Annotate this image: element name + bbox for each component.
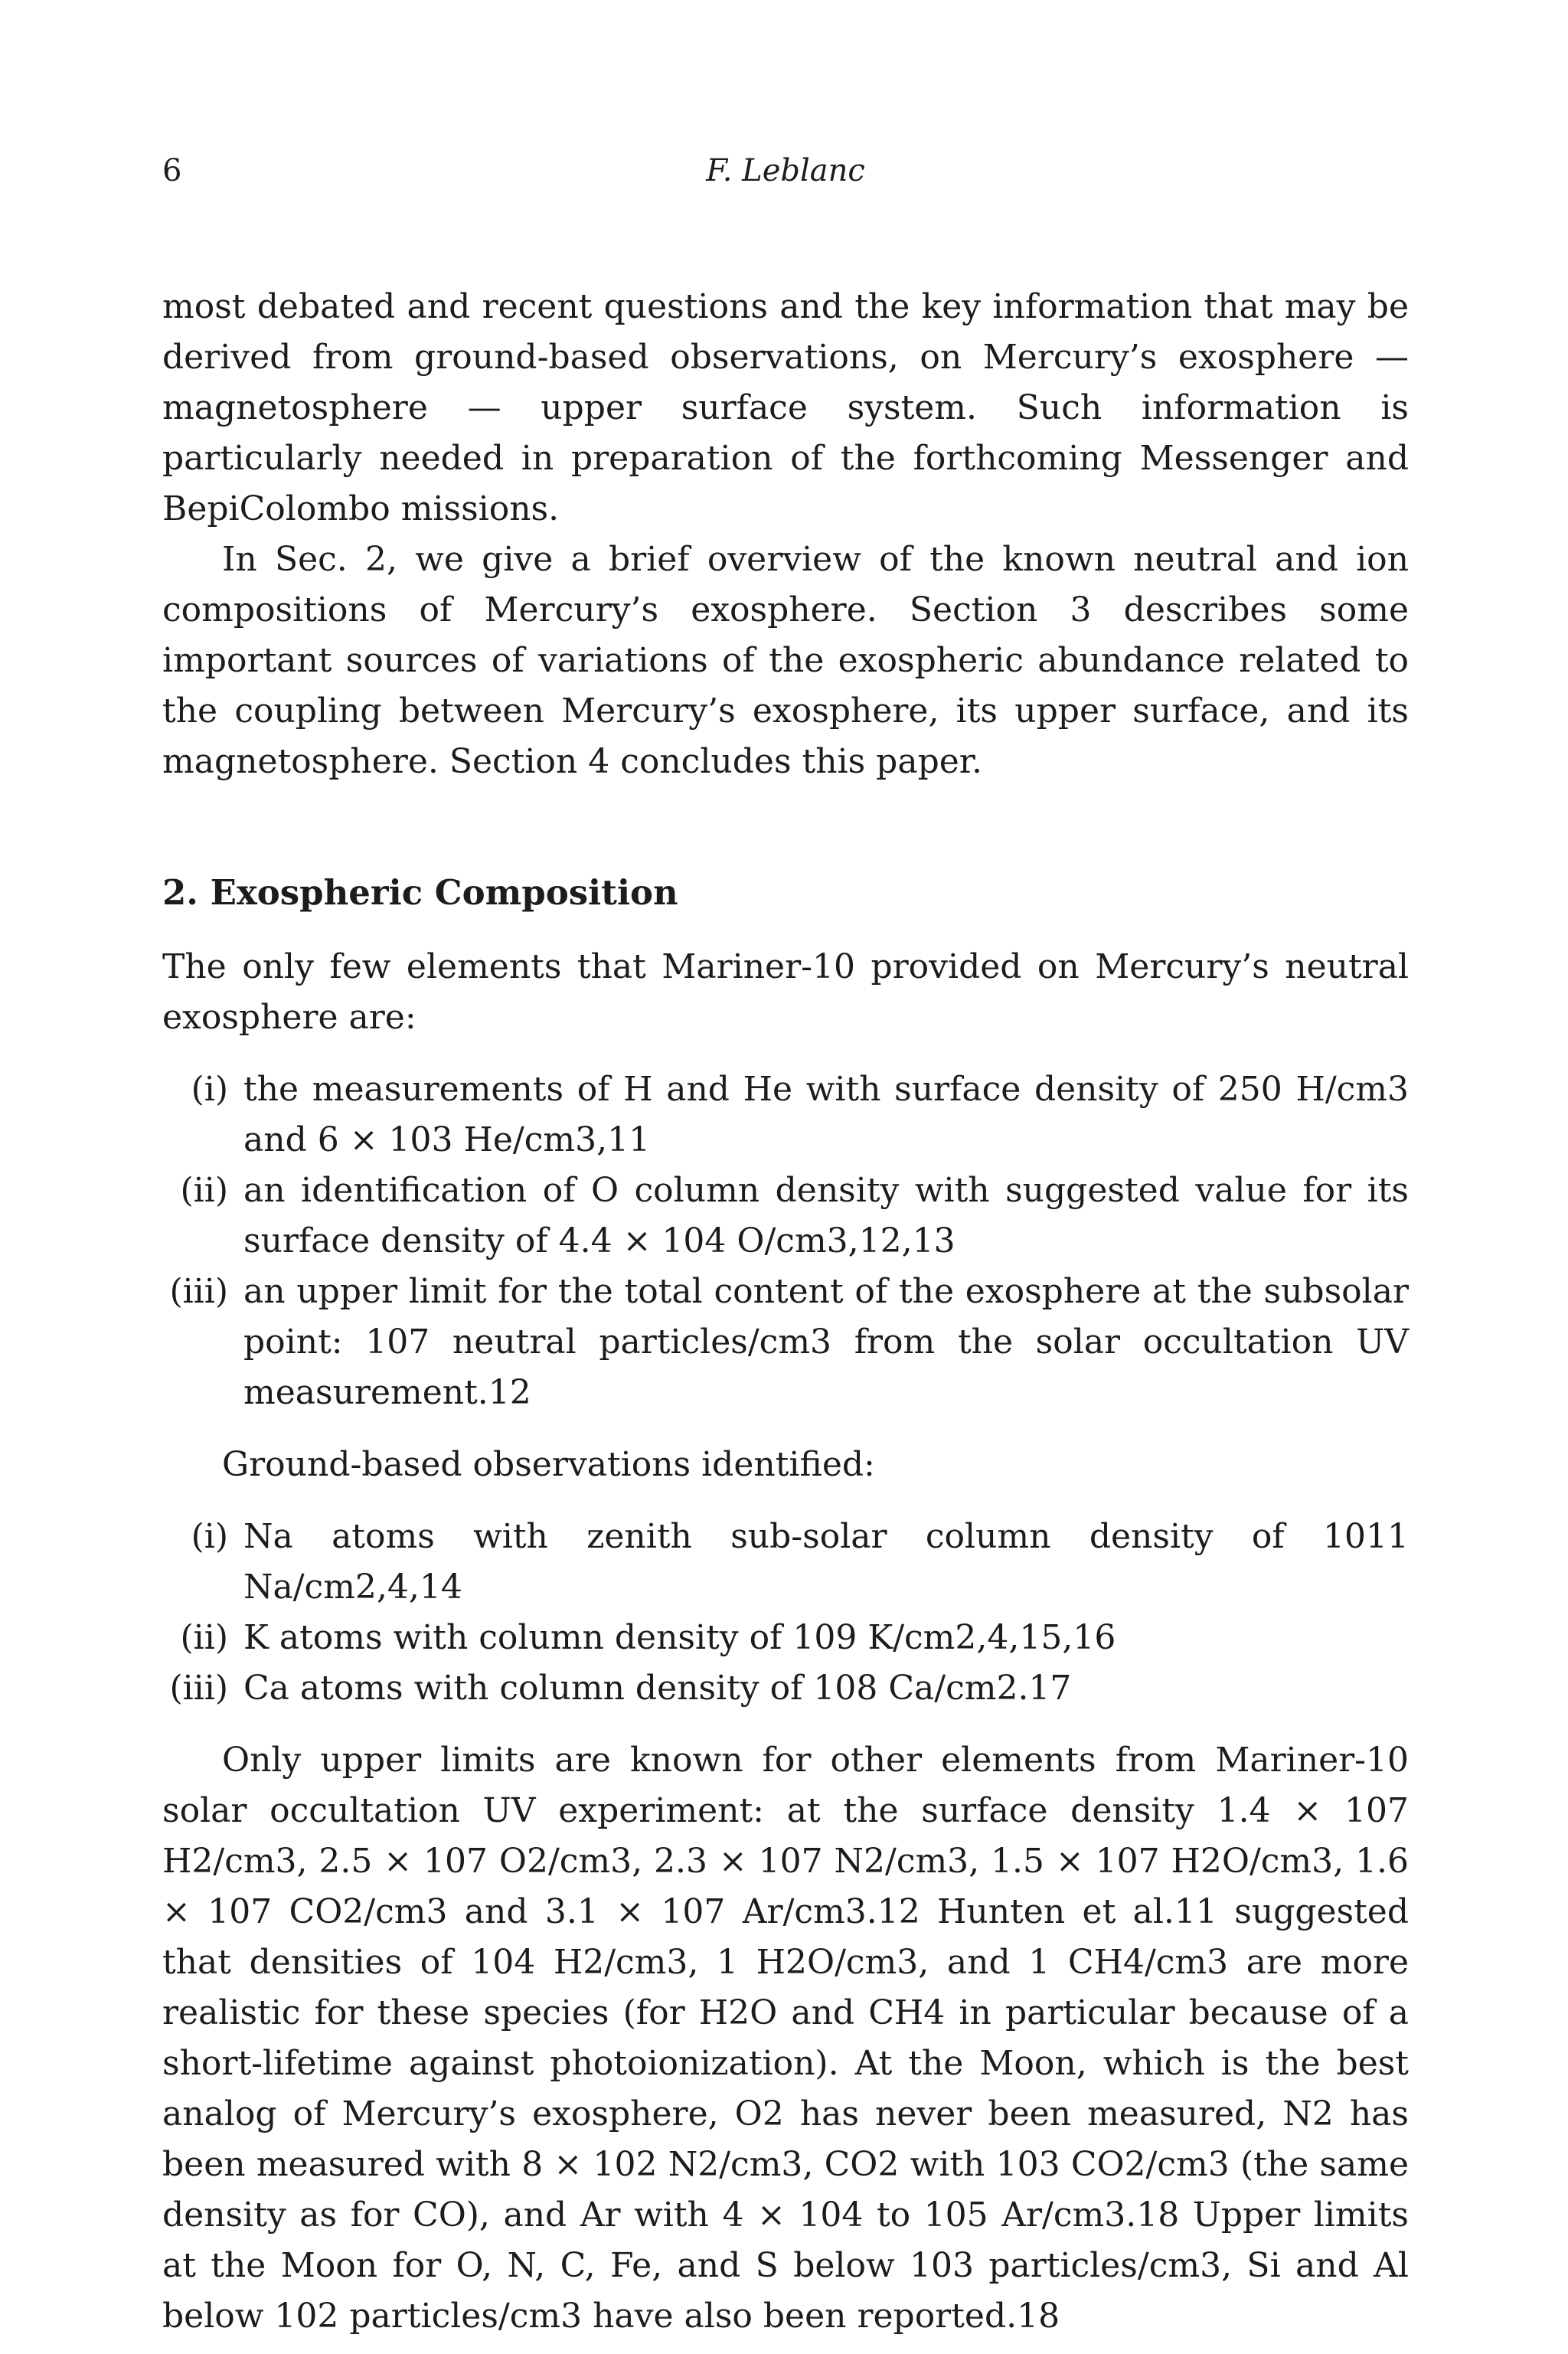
page: [162, 153, 1409, 2336]
list-item-text: Na atoms with zenith sub-solar column density of 1011 Na/cm2,4,14: [243, 1517, 1409, 1607]
section-lead-paragraph: The only few elements that Mariner-10 provided on Mercury’s neutral exosphere are:: [162, 947, 1409, 1037]
running-author: F. Leblanc: [706, 153, 865, 188]
list-item-text: Ca atoms with column density of 108 Ca/cm2.17: [243, 1669, 1072, 1708]
ground-list: [162, 1512, 1409, 1714]
list-item: [162, 1064, 1409, 1166]
list-item-label: (ii): [180, 1171, 228, 1210]
list-item-text: the measurements of H and He with surface density of 250 H/cm3 and 6 × 103 He/cm3,11: [243, 1070, 1409, 1159]
running-head: [162, 153, 1409, 199]
mariner-list: [162, 1064, 1409, 1418]
intro-paragraph-2: In Sec. 2, we give a brief overview of the known neutral and ion compositions of Mercury’s exosphere. Section 3 describes some important sources of variations of the exospheric abundance related to the coupling between Mercury’s exosphere, its upper surface, and its magnetosphere. Section 4 concludes this paper.: [162, 540, 1409, 781]
upper-limits-paragraph: Only upper limits are known for other elements from Mariner-10 solar occultation UV experiment: at the surface density 1.4 × 107 H2/cm3, 2.5 × 107 O2/cm3, 2.3 × 107 N2/cm3, 1.5 × 107 H2O/cm3, 1.6 × 107 CO2/cm3 and 3.1 × 107 Ar/cm3.12 Hunten et al.11 suggested that densities of 104 H2/cm3, 1 H2O/cm3, and 1 CH4/cm3 are more realistic for these species (for H2O and CH4 in particular because of a short-lifetime against photoionization). At the Moon, which is the best analog of Mercury’s exosphere, O2 has never been measured, N2 has been measured with 8 × 102 N2/cm3, CO2 with 103 CO2/cm3 (the same density as for CO), and Ar with 4 × 104 to 105 Ar/cm3.18 Upper limits at the Moon for O, N, C, Fe, and S below 103 particles/cm3, Si and Al below 102 particles/cm3 have also been reported.18: [162, 1741, 1409, 2336]
list-item-label: (i): [191, 1517, 228, 1556]
list-item: [162, 1663, 1409, 1714]
list-item-text: an upper limit for the total content of the exosphere at the subsolar point: 107 neutral particles/cm3 from the solar occultation UV measurement.12: [243, 1272, 1409, 1412]
list-item-label: (iii): [169, 1272, 228, 1311]
list-item: [162, 1166, 1409, 1267]
list-item: [162, 1267, 1409, 1418]
ground-lead-paragraph: Ground-based observations identified:: [222, 1445, 875, 1484]
list-item: [162, 1613, 1409, 1663]
intro-paragraph-1: most debated and recent questions and the key information that may be derived from ground-based observations, on Mercury’s exosphere — magnetosphere — upper surface system. Such information is particularly needed in preparation of the forthcoming Messenger and BepiColombo missions.: [162, 287, 1409, 528]
list-item-label: (iii): [169, 1669, 228, 1708]
list-item: [162, 1512, 1409, 1613]
list-item-label: (ii): [180, 1618, 228, 1657]
list-item-label: (i): [191, 1070, 228, 1109]
list-item-text: an identification of O column density with suggested value for its surface density of 4.4 × 104 O/cm3,12,13: [243, 1171, 1409, 1260]
list-item-text: K atoms with column density of 109 K/cm2,4,15,16: [243, 1618, 1116, 1657]
page-number: 6: [162, 153, 182, 188]
section-heading: 2. Exospheric Composition: [162, 872, 678, 913]
